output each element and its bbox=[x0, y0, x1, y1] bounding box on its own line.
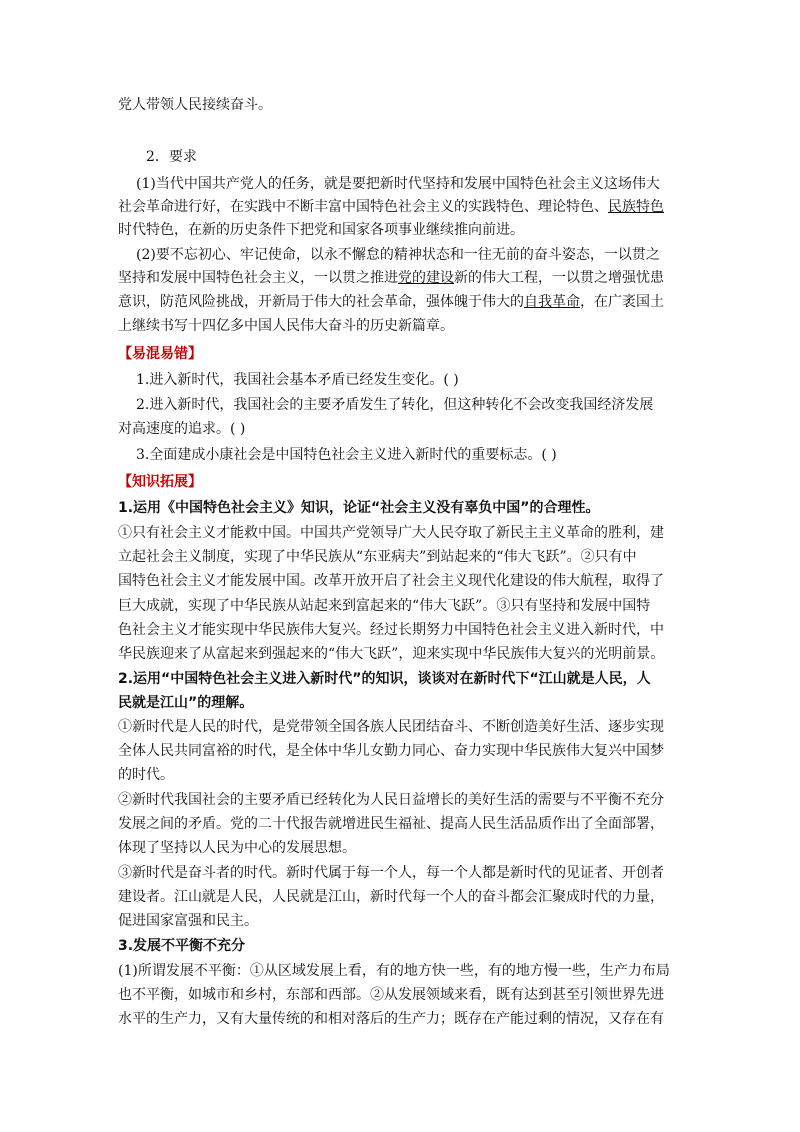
k2-line-1: ①新时代是人民的时代，是党带领全国各族人民团结奋斗、不断创造美好生活、逐步实现 bbox=[118, 719, 664, 735]
confuse-heading: 【易混易错】 bbox=[118, 346, 202, 362]
k3-line-1: (1)所谓发展不平衡：①从区域发展上看，有的地方快一些，有的地方慢一些，生产力布局 bbox=[118, 963, 670, 979]
underlined-term: 自我革命 bbox=[524, 294, 580, 310]
k1-line-2: 立起社会主义制度，实现了中华民族从“东亚病夫”到站起来的“伟大飞跃”。②只有中 bbox=[118, 549, 637, 565]
k1-line-1: ①只有社会主义才能救中国。中国共产党领导广大人民夺取了新民主主义革命的胜利，建 bbox=[118, 525, 664, 541]
k2-line-2: 全体人民共同富裕的时代，是全体中华儿女勤力同心、奋力实现中华民族伟大复兴中国梦 bbox=[118, 743, 664, 759]
req1-line-2: 社会革命进行好，在实践中不断丰富中国特色社会主义的实践特色、理论特色、民族特色 bbox=[118, 199, 664, 215]
k1-line-6: 华民族迎来了从富起来到强起来的“伟大飞跃”，迎来实现中华民族伟大复兴的光明前景。 bbox=[118, 646, 665, 662]
k1-line-3: 国特色社会主义才能发展中国。改革开放开启了社会主义现代化建设的伟大航程，取得了 bbox=[118, 573, 664, 589]
requirements-heading: 2．要求 bbox=[146, 149, 197, 165]
k3-title: 3.发展不平衡不充分 bbox=[118, 938, 246, 954]
k2-line-9: 促进国家富强和民主。 bbox=[118, 913, 258, 929]
k2-line-6: 体现了坚持以人民为中心的发展思想。 bbox=[118, 840, 356, 856]
expand-heading: 【知识拓展】 bbox=[118, 474, 202, 490]
k2-title-line-1: 2.运用“中国特色社会主义进入新时代”的知识，谈谈对在新时代下“江山就是人民，人 bbox=[118, 671, 651, 687]
k1-line-4: 巨大成就，实现了中华民族从站起来到富起来的“伟大飞跃”。③只有坚持和发展中国特 bbox=[118, 598, 651, 614]
k3-line-2: 也不平衡，如城市和乡村，东部和西部。②从发展领域来看，既有达到甚至引领世界先进 bbox=[118, 987, 664, 1003]
req2-line-2: 坚持和发展中国特色社会主义，一以贯之推进党的建设新的伟大工程，一以贯之增强忧患 bbox=[118, 270, 664, 286]
req1-line-1: (1)当代中国共产党人的任务，就是要把新时代坚持和发展中国特色社会主义这场伟大 bbox=[136, 176, 660, 192]
k3-line-3: 水平的生产力，又有大量传统的和相对落后的生产力；既存在产能过剩的情况，又存在有 bbox=[118, 1011, 664, 1027]
k2-line-4: ②新时代我国社会的主要矛盾已经转化为人民日益增长的美好生活的需要与不平衡不充分 bbox=[118, 792, 664, 808]
confuse-question-3: 3.全面建成小康社会是中国特色社会主义进入新时代的重要标志。( ) bbox=[136, 447, 557, 463]
k2-line-5: 发展之间的矛盾。党的二十代报告就增进民生福祉、提高人民生活品质作出了全面部署， bbox=[118, 816, 664, 832]
confuse-question-1: 1.进入新时代，我国社会基本矛盾已经发生变化。( ) bbox=[136, 372, 459, 388]
k2-title-line-2: 民就是江山”的理解。 bbox=[118, 695, 254, 711]
req2-line-1: (2)要不忘初心、牢记使命，以永不懈怠的精神状态和一往无前的奋斗姿态，一以贯之 bbox=[136, 247, 660, 263]
req1-line-3: 时代特色，在新的历史条件下把党和国家各项事业继续推向前进。 bbox=[118, 222, 524, 238]
req2-line-3: 意识，防范风险挑战，开新局于伟大的社会革命，强体魄于伟大的自我革命，在广袤国土 bbox=[118, 294, 664, 310]
intro-line: 党人带领人民接续奋斗。 bbox=[118, 97, 272, 113]
k2-line-8: 建设者。江山就是人民，人民就是江山，新时代每一个人的奋斗都会汇聚成时代的力量， bbox=[118, 889, 664, 905]
k2-line-7: ③新时代是奋斗者的时代。新时代属于每一个人，每一个人都是新时代的见证者、开创者 bbox=[118, 865, 664, 881]
confuse-question-2-line-1: 2.进入新时代，我国社会的主要矛盾发生了转化，但这种转化不会改变我国经济发展 bbox=[136, 397, 654, 413]
underlined-term: 党的建设 bbox=[398, 270, 454, 286]
k1-line-5: 色社会主义才能实现中华民族伟大复兴。经过长期努力中国特色社会主义进入新时代，中 bbox=[118, 622, 664, 638]
underlined-term: 民族特色 bbox=[608, 199, 664, 215]
confuse-question-2-line-2: 对高速度的追求。( ) bbox=[118, 421, 246, 437]
k2-line-3: 的时代。 bbox=[118, 767, 174, 783]
req2-line-4: 上继续书写十四亿多中国人民伟大奋斗的历史新篇章。 bbox=[118, 318, 454, 334]
k1-title: 1.运用《中国特色社会主义》知识，论证“社会主义没有辜负中国”的合理性。 bbox=[118, 500, 600, 516]
